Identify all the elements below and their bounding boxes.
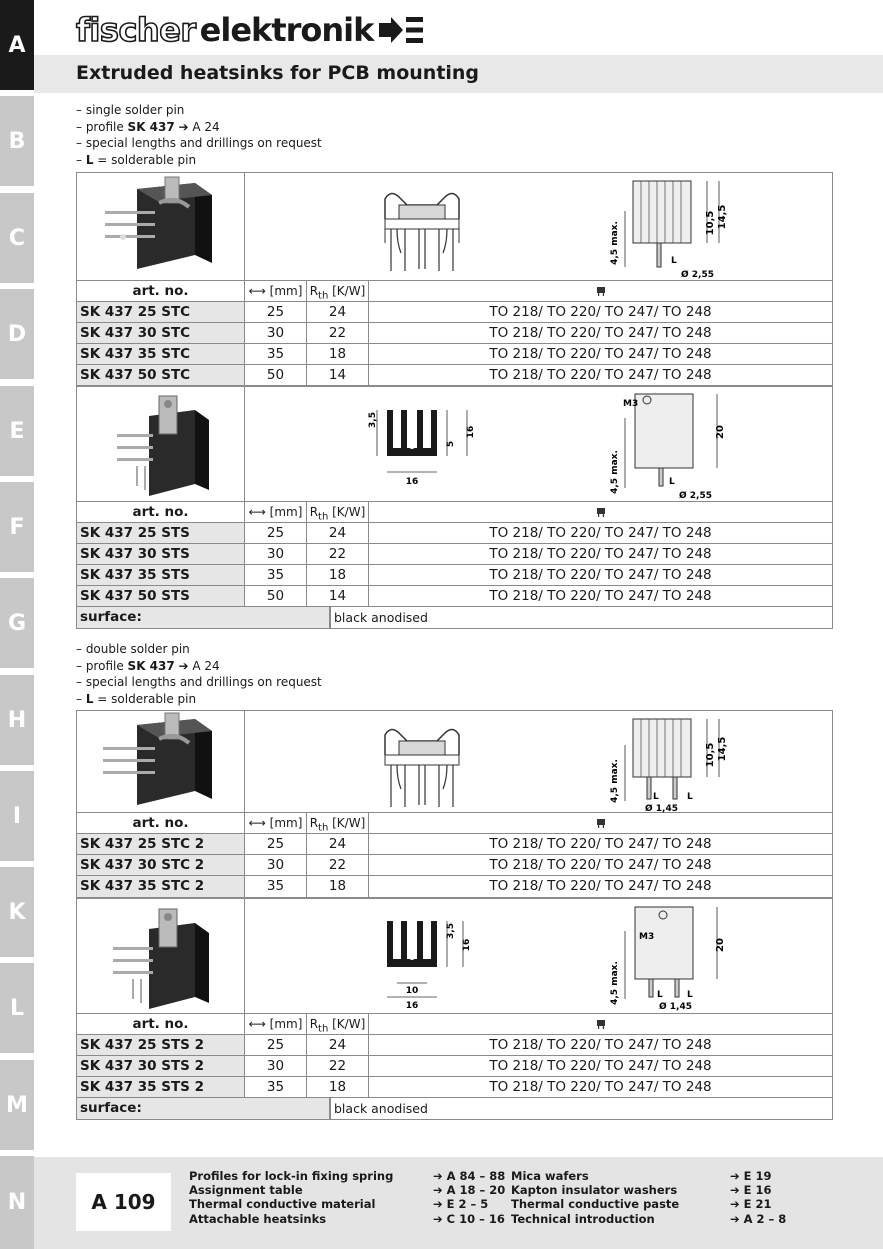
- table-header: [77, 502, 832, 523]
- header-art-no: art. no.: [77, 502, 245, 522]
- table-stc-2: [76, 710, 833, 898]
- footer-ref-label: Thermal conductive paste: [511, 1197, 680, 1212]
- footer-ref-item[interactable]: [189, 1211, 505, 1226]
- bullet-item: – single solder pin: [76, 103, 185, 117]
- length-arrow-icon: ⟷: [248, 1017, 266, 1031]
- heatsink-photo-image: [77, 711, 245, 813]
- header-rth-unit: [K/W]: [328, 816, 366, 830]
- cell-rth: 24: [307, 523, 369, 543]
- footer-ref-label: Thermal conductive material: [189, 1197, 376, 1212]
- cell-package: TO 218/ TO 220/ TO 247/ TO 248: [489, 567, 712, 583]
- dim-l1: L: [657, 990, 663, 1000]
- cell-art-no: SK 437 35 STC 2: [77, 876, 245, 897]
- cell-art-no: SK 437 30 STS: [77, 544, 245, 564]
- footer-ref-label: Technical introduction: [511, 1211, 655, 1226]
- header-length: [245, 502, 307, 522]
- dimension-drawing-stc-2: [597, 715, 757, 813]
- cell-rth: 24: [307, 834, 369, 854]
- length-arrow-icon: ⟷: [248, 284, 266, 298]
- surface-value: black anodised: [330, 607, 832, 628]
- cell-art-no: SK 437 25 STS 2: [77, 1035, 245, 1055]
- header-rth-r: R: [309, 284, 319, 298]
- footer-ref-label: Profiles for lock-in fixing spring: [189, 1169, 394, 1183]
- cell-package: TO 218/ TO 220/ TO 247/ TO 248: [489, 836, 712, 852]
- footer-ref-page: ➔ E 16: [730, 1183, 772, 1198]
- dim-diameter: Ø 1,45: [659, 1002, 692, 1012]
- header-art-no: art. no.: [77, 1014, 245, 1034]
- table-header: [77, 281, 832, 302]
- tab-a[interactable]: A: [0, 0, 34, 90]
- dim-20: 20: [715, 425, 726, 439]
- dim-16-w: 16: [405, 1001, 419, 1011]
- cell-rth: 22: [307, 544, 369, 564]
- header-rth-r: R: [309, 1017, 319, 1031]
- brand-bold: elektronik: [199, 11, 374, 49]
- cell-length: 50: [245, 365, 307, 386]
- cell-rth: 14: [307, 586, 369, 606]
- cell-rth: 18: [307, 565, 369, 585]
- header-rth-r: R: [309, 816, 319, 830]
- cell-length: 30: [245, 544, 307, 564]
- footer-ref-item[interactable]: [189, 1169, 506, 1183]
- table-row: [77, 523, 832, 544]
- cell-package: TO 218/ TO 220/ TO 247/ TO 248: [489, 857, 712, 873]
- table-sts-2: [76, 898, 833, 1120]
- cell-length: 30: [245, 323, 307, 343]
- table-row: [77, 834, 832, 855]
- dim-16-w: 16: [405, 477, 419, 487]
- cell-length: 25: [245, 834, 307, 854]
- table-row: [77, 1056, 832, 1077]
- dim-10-5: 10,5: [705, 742, 716, 768]
- profile-drawing-sts: [367, 396, 497, 490]
- cell-art-no: SK 437 30 STC: [77, 323, 245, 343]
- cell-art-no: SK 437 50 STS: [77, 586, 245, 606]
- cell-rth: 24: [307, 302, 369, 322]
- table-row: [77, 1077, 832, 1098]
- table-stc: [76, 172, 833, 387]
- footer-ref-item[interactable]: [511, 1197, 772, 1212]
- cell-art-no: SK 437 30 STC 2: [77, 855, 245, 875]
- table-row: [77, 876, 832, 897]
- header-length-label: [mm]: [269, 284, 303, 298]
- footer-ref-item[interactable]: [189, 1183, 506, 1198]
- cell-package: TO 218/ TO 220/ TO 247/ TO 248: [489, 1079, 712, 1095]
- dim-diameter: Ø 2,55: [681, 270, 714, 280]
- cell-package: TO 218/ TO 220/ TO 247/ TO 248: [489, 546, 712, 562]
- cell-art-no: SK 437 30 STS 2: [77, 1056, 245, 1076]
- tab-c[interactable]: C: [0, 193, 34, 283]
- product-image-row: [77, 899, 832, 1014]
- footer-ref-item[interactable]: [189, 1197, 489, 1212]
- dim-3-5: 3,5: [368, 412, 378, 428]
- brand-thin: fischer: [76, 11, 196, 49]
- cell-art-no: SK 437 35 STC: [77, 344, 245, 364]
- table-row: [77, 1035, 832, 1056]
- footer-ref-label: Kapton insulator washers: [511, 1183, 678, 1198]
- cell-package: TO 218/ TO 220/ TO 247/ TO 248: [489, 346, 712, 362]
- tab-m[interactable]: M: [0, 1060, 34, 1150]
- cell-length: 35: [245, 876, 307, 897]
- header-rth-sub: th: [318, 822, 329, 834]
- dim-14-5: 14,5: [717, 204, 728, 230]
- header-length-label: [mm]: [269, 816, 303, 830]
- bullet-item: – L = solderable pin: [76, 152, 197, 167]
- cell-rth: 18: [307, 1077, 369, 1097]
- dim-m3: M3: [639, 932, 655, 942]
- cell-package: TO 218/ TO 220/ TO 247/ TO 248: [489, 367, 712, 383]
- cell-length: 35: [245, 344, 307, 364]
- footer-ref-item[interactable]: [511, 1169, 772, 1183]
- footer-ref-item[interactable]: [511, 1211, 787, 1226]
- header-length: [245, 281, 307, 301]
- footer-refs-left: [189, 1169, 506, 1226]
- header-rth-unit: [K/W]: [328, 1017, 366, 1031]
- cell-art-no: SK 437 25 STC: [77, 302, 245, 322]
- cell-art-no: SK 437 25 STS: [77, 523, 245, 543]
- header-package-icon: [369, 1014, 832, 1034]
- surface-row: [77, 1098, 832, 1119]
- header-package-icon: [369, 502, 832, 522]
- dim-l: L: [669, 477, 675, 487]
- page-number: A 109: [76, 1173, 171, 1231]
- cell-package: TO 218/ TO 220/ TO 247/ TO 248: [489, 525, 712, 541]
- header-rth-unit: [K/W]: [328, 284, 366, 298]
- brand-arrow-icon: [379, 15, 423, 45]
- footer-ref-page: ➔ A 84 – 88: [433, 1169, 506, 1183]
- header-rth: [307, 813, 369, 833]
- bullet-item: – profile SK 437 ➔ A 24: [76, 658, 220, 673]
- dim-diameter: Ø 1,45: [645, 804, 678, 813]
- bullet-item: – profile SK 437 ➔ A 24: [76, 119, 220, 134]
- cell-rth: 14: [307, 365, 369, 386]
- cell-length: 30: [245, 1056, 307, 1076]
- header-length-label: [mm]: [269, 505, 303, 519]
- footer-ref-label: Mica wafers: [511, 1169, 589, 1183]
- cell-length: 25: [245, 302, 307, 322]
- dim-3-5: 3,5: [446, 923, 456, 939]
- tab-g[interactable]: G: [0, 578, 34, 668]
- bullet-item: – special lengths and drillings on request: [76, 136, 322, 150]
- dim-m3: M3: [623, 399, 639, 409]
- table-row: [77, 565, 832, 586]
- dimension-drawing-sts: [597, 388, 757, 502]
- profile-drawing-sts-2: [367, 907, 497, 1011]
- heatsink-photo-image: [77, 386, 245, 502]
- cell-length: 30: [245, 855, 307, 875]
- cell-package: TO 218/ TO 220/ TO 247/ TO 248: [489, 304, 712, 320]
- table-header: [77, 1014, 832, 1035]
- table-row: [77, 544, 832, 565]
- header-rth: [307, 281, 369, 301]
- cell-rth: 24: [307, 1035, 369, 1055]
- dim-10-5: 10,5: [705, 210, 716, 236]
- dim-l1: L: [653, 792, 659, 802]
- profile-drawing-stc-2: [377, 719, 467, 811]
- header-rth-r: R: [309, 505, 319, 519]
- table-row: [77, 365, 832, 386]
- bullet-item: – double solder pin: [76, 642, 190, 656]
- cell-rth: 18: [307, 876, 369, 897]
- tab-e[interactable]: E: [0, 386, 34, 476]
- dim-diameter: Ø 2,55: [679, 491, 712, 501]
- product-image-row: [77, 386, 832, 502]
- tab-l[interactable]: L: [0, 963, 34, 1053]
- dim-l2: L: [687, 990, 693, 1000]
- table-row: [77, 344, 832, 365]
- cell-art-no: SK 437 25 STC 2: [77, 834, 245, 854]
- bullet-item: – L = solderable pin: [76, 691, 197, 706]
- footer-ref-page: ➔ E 21: [730, 1197, 772, 1212]
- cell-length: 35: [245, 565, 307, 585]
- header-art-no: art. no.: [77, 813, 245, 833]
- cell-package: TO 218/ TO 220/ TO 247/ TO 248: [489, 1037, 712, 1053]
- tab-h[interactable]: H: [0, 675, 34, 765]
- length-arrow-icon: ⟷: [248, 816, 266, 830]
- header-package-icon: [369, 281, 832, 301]
- dim-14-5: 14,5: [717, 736, 728, 762]
- cell-length: 50: [245, 586, 307, 606]
- dimension-drawing-stc: [597, 177, 757, 281]
- cell-package: TO 218/ TO 220/ TO 247/ TO 248: [489, 325, 712, 341]
- surface-label: surface:: [77, 607, 330, 628]
- dim-10: 10: [405, 986, 419, 996]
- cell-art-no: SK 437 35 STS 2: [77, 1077, 245, 1097]
- surface-value: black anodised: [330, 1098, 832, 1119]
- header-package-icon: [369, 813, 832, 833]
- product-photo: [77, 899, 245, 1013]
- dim-16-h: 16: [462, 938, 472, 952]
- table-row: [77, 855, 832, 876]
- cell-art-no: SK 437 50 STC: [77, 365, 245, 386]
- tab-b[interactable]: B: [0, 96, 34, 186]
- table-row: [77, 323, 832, 344]
- dim-20: 20: [715, 938, 726, 952]
- footer-ref-page: ➔ A 2 – 8: [730, 1211, 787, 1226]
- header-rth-sub: th: [318, 511, 329, 523]
- header-length: [245, 813, 307, 833]
- product-photo: [77, 173, 245, 280]
- dim-l2: L: [687, 792, 693, 802]
- header-art-no: art. no.: [77, 281, 245, 301]
- length-arrow-icon: ⟷: [248, 505, 266, 519]
- surface-row: [77, 607, 832, 628]
- tab-d[interactable]: D: [0, 289, 34, 379]
- footer-ref-page: ➔ E 19: [730, 1169, 772, 1183]
- heatsink-photo-image: [77, 899, 245, 1014]
- cell-package: TO 218/ TO 220/ TO 247/ TO 248: [489, 878, 712, 894]
- header-rth: [307, 1014, 369, 1034]
- footer-ref-label: Assignment table: [189, 1183, 303, 1198]
- profile-drawing-stc: [377, 183, 467, 275]
- bullet-item: – special lengths and drillings on request: [76, 675, 322, 689]
- cell-package: TO 218/ TO 220/ TO 247/ TO 248: [489, 588, 712, 604]
- cell-rth: 22: [307, 323, 369, 343]
- header-rth: [307, 502, 369, 522]
- cell-rth: 18: [307, 344, 369, 364]
- section2-bullets: [76, 641, 322, 707]
- brand-logo: [76, 12, 423, 48]
- table-row: [77, 302, 832, 323]
- header-length: [245, 1014, 307, 1034]
- header-rth-sub: th: [318, 1023, 329, 1035]
- dim-4-5-max: 4,5 max.: [610, 759, 620, 803]
- tab-f[interactable]: F: [0, 482, 34, 572]
- product-photo: [77, 386, 245, 501]
- cell-length: 35: [245, 1077, 307, 1097]
- dim-16-h: 16: [466, 425, 476, 439]
- dim-5: 5: [446, 440, 456, 448]
- section-tabs: [0, 0, 34, 1249]
- header-rth-sub: th: [318, 290, 329, 302]
- tab-n[interactable]: N: [0, 1156, 34, 1249]
- dimension-drawing-sts-2: [597, 901, 757, 1013]
- surface-label: surface:: [77, 1098, 330, 1119]
- dim-4-5-max: 4,5 max.: [610, 961, 620, 1005]
- product-photo: [77, 711, 245, 812]
- footer-refs-right: [511, 1169, 787, 1226]
- page-title: Extruded heatsinks for PCB mounting: [76, 62, 480, 84]
- tab-i[interactable]: I: [0, 771, 34, 861]
- dim-l: L: [671, 256, 677, 266]
- product-image-row: [77, 173, 832, 281]
- footer-ref-label: Attachable heatsinks: [189, 1211, 327, 1226]
- footer-ref-page: ➔ E 2 – 5: [433, 1197, 489, 1212]
- cell-length: 25: [245, 523, 307, 543]
- header-rth-unit: [K/W]: [328, 505, 366, 519]
- footer-ref-page: ➔ A 18 – 20: [433, 1183, 506, 1198]
- footer-ref-item[interactable]: [511, 1183, 772, 1198]
- footer-ref-page: ➔ C 10 – 16: [433, 1211, 505, 1226]
- cell-rth: 22: [307, 1056, 369, 1076]
- cell-package: TO 218/ TO 220/ TO 247/ TO 248: [489, 1058, 712, 1074]
- header-length-label: [mm]: [269, 1017, 303, 1031]
- table-header: [77, 813, 832, 834]
- table-row: [77, 586, 832, 607]
- tab-k[interactable]: K: [0, 867, 34, 957]
- table-sts: [76, 385, 833, 629]
- cell-rth: 22: [307, 855, 369, 875]
- section1-bullets: [76, 102, 322, 168]
- heatsink-photo-image: [77, 173, 245, 281]
- cell-length: 25: [245, 1035, 307, 1055]
- dim-4-5-max: 4,5 max.: [610, 450, 620, 494]
- product-image-row: [77, 711, 832, 813]
- cell-art-no: SK 437 35 STS: [77, 565, 245, 585]
- dim-4-5-max: 4,5 max.: [610, 221, 620, 265]
